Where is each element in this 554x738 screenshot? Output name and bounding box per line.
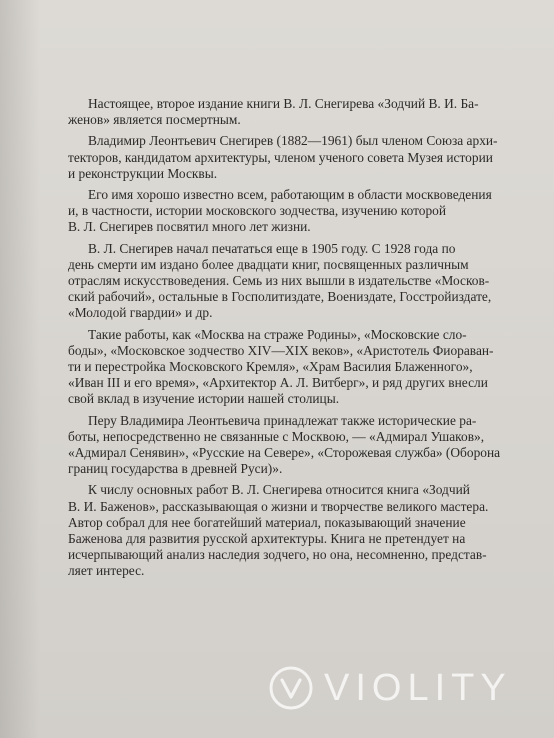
text-line: В. Л. Снегирев посвятил много лет жизни. [68, 219, 311, 235]
paragraph-6 [68, 413, 536, 478]
text-line: «Адмирал Сенявин», «Русские на Севере», «Сторожевая служба» (Оборона [68, 445, 501, 461]
text-line: Настоящее, второе издание книги В. Л. Снегирева «Зодчий В. И. Ба- [88, 96, 479, 111]
text-line: Такие работы, как «Москва на страже Родины», «Московские сло- [88, 326, 467, 342]
paragraph-7 [68, 482, 536, 579]
paragraph-4 [68, 241, 536, 322]
page-shadow [0, 0, 40, 738]
text-line: Его имя хорошо известно всем, работающим в области москвоведения [88, 187, 492, 203]
text-line: ти и перестройка Московского Кремля», «Храм Василия Блаженного», [68, 359, 473, 375]
text-line: В. И. Баженов», рассказывающая о жизни и творчестве великого мастера. [68, 498, 489, 514]
text-line: ский рабочий», остальные в Госполитиздате, Воениздате, Госстройиздате, [68, 289, 492, 305]
text-line: боты, непосредственно не связанные с Москвою, — «Адмирал Ушаков», [68, 428, 485, 444]
text-line: Перу Владимира Леонтьевича принадлежат также исторические ра- [88, 412, 477, 428]
paragraph-2 [68, 133, 536, 182]
text-line: Владимир Леонтьевич Снегирев (1882—1961) был членом Союза архи- [88, 133, 498, 149]
paragraph-3 [68, 187, 536, 236]
text-line: «Молодой гвардии» и др. [68, 305, 213, 321]
paragraph-1 [68, 96, 536, 128]
text-line: Автор собрал для нее богатейший материал, показывающий значение [68, 514, 466, 530]
text-line: ляет интерес. [68, 563, 145, 579]
text-line: Баженова для развития русской архитектуры. Книга не претендует на [68, 531, 466, 547]
text-line: и реконструкции Москвы. [68, 165, 218, 181]
text-line: отраслям искусствоведения. Семь из них вышли в издательстве «Москов- [68, 273, 490, 289]
violity-logo-icon [268, 665, 314, 711]
text-line: текторов, кандидатом архитектуры, членом ученого совета Музея истории [68, 149, 493, 165]
text-line: женов» является посмертным. [68, 112, 241, 128]
watermark [268, 665, 512, 711]
text-line: «Иван III и его время», «Архитектор А. Л. Витберг», и ряд других внесли [68, 375, 488, 391]
text-line: и, в частности, истории московского зодчества, изучению которой [68, 203, 447, 219]
preface-text [68, 96, 536, 585]
text-line: К числу основных работ В. Л. Снегирева относится книга «Зодчий [88, 482, 470, 498]
text-line: границ государства в древней Руси)». [68, 461, 283, 477]
paragraph-5 [68, 327, 536, 408]
text-line: В. Л. Снегирев начал печататься еще в 1905 году. С 1928 года по [88, 240, 456, 256]
text-line: день смерти им издано более двадцати книг, посвященных различным [68, 256, 469, 272]
text-line: боды», «Московское зодчество XIV—XIX веков», «Аристотель Фиораван- [68, 342, 494, 358]
text-line: исчерпывающий анализ наследия зодчего, но она, несомненно, представ- [68, 547, 487, 563]
watermark-text: VIOLITY [324, 666, 512, 709]
text-line: свой вклад в изучение истории нашей столицы. [68, 391, 340, 407]
